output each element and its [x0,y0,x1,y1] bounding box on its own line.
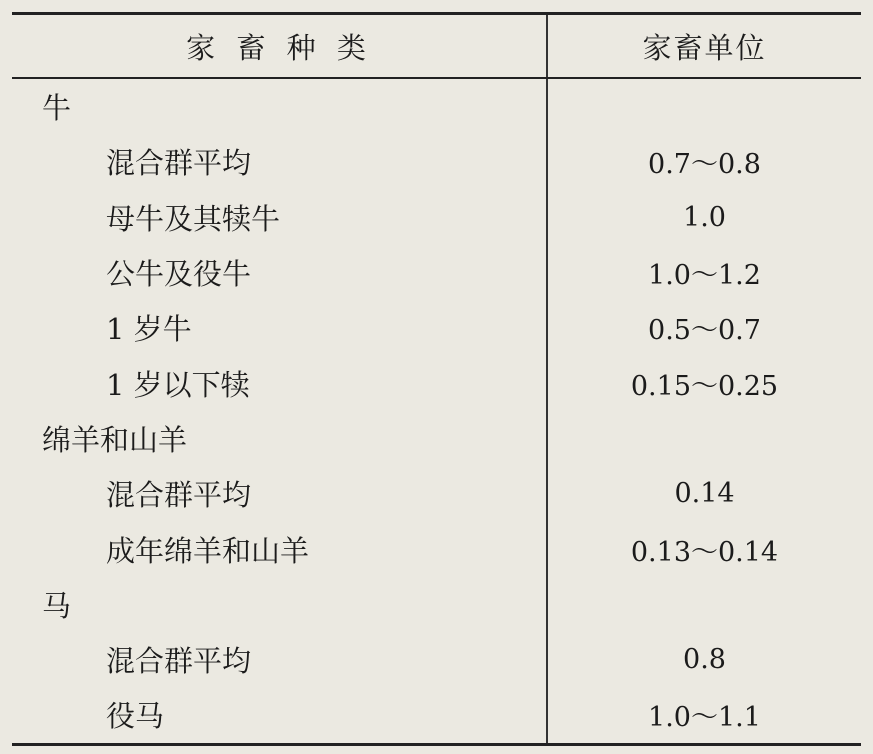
group-row [12,577,861,632]
row-label: 成年绵羊和山羊 [12,521,548,576]
row-value: 1.0 [683,201,726,233]
group-label: 马 [12,577,548,632]
header-category: 家 畜 种 类 [12,15,548,77]
table-row [12,521,861,576]
table-row [12,190,861,245]
table-row [12,134,861,189]
table-row [12,245,861,300]
table-row [12,300,861,355]
table-header-row [12,15,861,79]
row-label: 公牛及役牛 [12,245,548,300]
row-label: 母牛及其犊牛 [12,190,548,245]
livestock-unit-table [12,12,861,746]
row-label: 混合群平均 [12,134,548,189]
row-value: 0.8 [683,644,726,676]
empty-cell [548,411,861,466]
row-value: 0.7～0.8 [648,149,761,181]
table-row [12,355,861,410]
row-label: 混合群平均 [12,466,548,521]
group-row [12,79,861,134]
header-unit: 家畜单位 [642,30,767,65]
group-label: 绵羊和山羊 [12,411,548,466]
table-row [12,687,861,742]
row-value: 0.5～0.7 [648,315,761,347]
table-row [12,632,861,687]
row-value: 0.13～0.14 [630,536,779,568]
row-label: 1 岁以下犊 [12,355,548,410]
row-value: 0.15～0.25 [630,370,779,402]
group-row [12,411,861,466]
row-value: 1.0～1.1 [648,702,761,734]
table-row [12,466,861,521]
group-label: 牛 [12,79,548,134]
row-value: 0.14 [674,478,735,510]
row-value: 1.0～1.2 [648,260,761,292]
row-label: 1 岁牛 [12,300,548,355]
row-label: 混合群平均 [12,632,548,687]
empty-cell [548,79,861,134]
row-label: 役马 [12,687,548,742]
empty-cell [548,577,861,632]
